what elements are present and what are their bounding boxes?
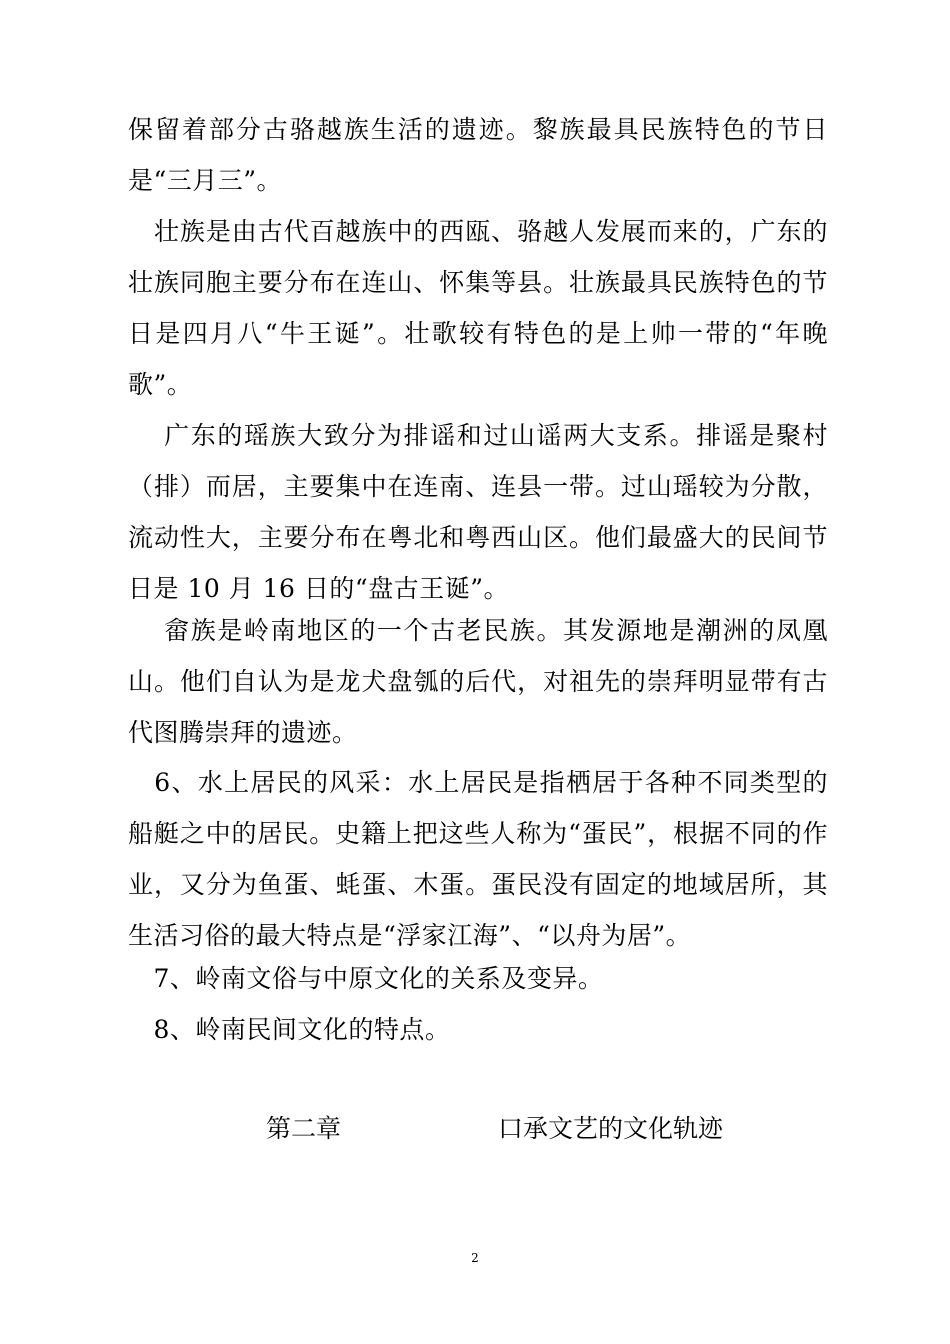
paragraph-zhuang: 壮族是由古代百越族中的西瓯、骆越人发展而来的，广东的壮族同胞主要分布在连山、怀集等县。壮族最具民族特色的节日是四月八“牛王诞”。壮歌较有特色的是上帅一带的“年晚歌”。 xyxy=(128,217,828,399)
paragraph-item-8: 8、岭南民间文化的特点。 xyxy=(128,1015,451,1044)
paragraph-water-residents: 6、水上居民的风采：水上居民是指栖居于各种不同类型的船艇之中的居民。史籍上把这些人称为“蛋民”，根据不同的作业，又分为鱼蛋、蚝蛋、木蛋。蛋民没有固定的地域居所，其生活习俗的最大特点是“浮家江海”、“以舟为居”。 xyxy=(128,768,828,950)
chapter-heading xyxy=(0,1104,950,1154)
chapter-number: 第二章 xyxy=(266,1114,342,1143)
chapter-title: 口承文艺的文化轨迹 xyxy=(498,1114,724,1143)
page-number: 2 xyxy=(471,1251,479,1265)
paragraph-li-festival: 保留着部分古骆越族生活的遗迹。黎族最具民族特色的节日是“三月三”。 xyxy=(128,115,828,195)
paragraph-yao: 广东的瑶族大致分为排谣和过山谣两大支系。排谣是聚村（排）而居，主要集中在连南、连县一带。过山瑶较为分散，流动性大，主要分布在粤北和粤西山区。他们最盛大的民间节日是 10 月 16 日的“盘古王诞”。 xyxy=(128,421,828,603)
paragraph-item-7: 7、岭南文俗与中原文化的关系及变异。 xyxy=(128,964,604,993)
paragraph-she: 畲族是岭南地区的一个古老民族。其发源地是潮洲的凤凰山。他们自认为是龙犬盘瓠的后代，对祖先的崇拜明显带有古代图腾崇拜的遗迹。 xyxy=(128,616,828,747)
